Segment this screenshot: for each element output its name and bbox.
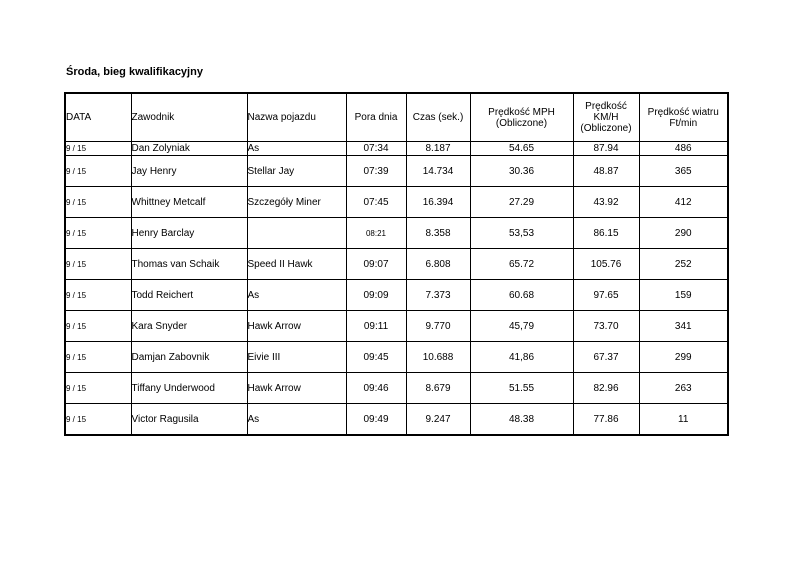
cell-wind: 263 xyxy=(639,373,728,404)
cell-mph: 48.38 xyxy=(470,404,573,436)
cell-time-of-day: 07:34 xyxy=(346,142,406,156)
cell-kmh: 67.37 xyxy=(573,342,639,373)
cell-date: 9 / 15 xyxy=(65,404,131,436)
table-row xyxy=(65,342,728,373)
cell-mph: 65.72 xyxy=(470,249,573,280)
column-header-wind: Prędkość wiatru Ft/min xyxy=(639,93,728,142)
cell-time: 9.770 xyxy=(406,311,470,342)
cell-vehicle: As xyxy=(247,280,346,311)
cell-time: 8.187 xyxy=(406,142,470,156)
cell-date: 9 / 15 xyxy=(65,280,131,311)
cell-mph: 54.65 xyxy=(470,142,573,156)
cell-vehicle: Stellar Jay xyxy=(247,156,346,187)
cell-wind: 486 xyxy=(639,142,728,156)
cell-vehicle: Hawk Arrow xyxy=(247,373,346,404)
cell-time-of-day: 09:46 xyxy=(346,373,406,404)
cell-vehicle: Hawk Arrow xyxy=(247,311,346,342)
cell-wind: 365 xyxy=(639,156,728,187)
cell-time-of-day: 09:07 xyxy=(346,249,406,280)
cell-time-of-day: 08:21 xyxy=(346,218,406,249)
column-header-vehicle: Nazwa pojazdu xyxy=(247,93,346,142)
cell-time-of-day: 09:49 xyxy=(346,404,406,436)
column-header-time-of-day: Pora dnia xyxy=(346,93,406,142)
cell-date: 9 / 15 xyxy=(65,373,131,404)
cell-time: 10.688 xyxy=(406,342,470,373)
cell-time: 6.808 xyxy=(406,249,470,280)
cell-kmh: 73.70 xyxy=(573,311,639,342)
cell-kmh: 105.76 xyxy=(573,249,639,280)
table-row xyxy=(65,404,728,436)
cell-mph: 60.68 xyxy=(470,280,573,311)
cell-rider: Whittney Metcalf xyxy=(131,187,247,218)
cell-rider: Damjan Zabovnik xyxy=(131,342,247,373)
cell-wind: 412 xyxy=(639,187,728,218)
cell-wind: 11 xyxy=(639,404,728,436)
cell-mph: 45,79 xyxy=(470,311,573,342)
cell-time: 14.734 xyxy=(406,156,470,187)
table-body xyxy=(65,142,728,436)
table-row xyxy=(65,187,728,218)
cell-time: 7.373 xyxy=(406,280,470,311)
cell-rider: Kara Snyder xyxy=(131,311,247,342)
cell-vehicle: As xyxy=(247,404,346,436)
column-header-date: DATA xyxy=(65,93,131,142)
cell-kmh: 48.87 xyxy=(573,156,639,187)
cell-date: 9 / 15 xyxy=(65,249,131,280)
column-header-mph: Prędkość MPH (Obliczone) xyxy=(470,93,573,142)
table-row xyxy=(65,373,728,404)
cell-kmh: 82.96 xyxy=(573,373,639,404)
cell-rider: Thomas van Schaik xyxy=(131,249,247,280)
cell-rider: Tiffany Underwood xyxy=(131,373,247,404)
table-row xyxy=(65,280,728,311)
cell-time-of-day: 07:39 xyxy=(346,156,406,187)
table-row xyxy=(65,249,728,280)
cell-time-of-day: 09:45 xyxy=(346,342,406,373)
column-header-kmh: Prędkość KM/H (Obliczone) xyxy=(573,93,639,142)
table-row xyxy=(65,156,728,187)
cell-rider: Henry Barclay xyxy=(131,218,247,249)
cell-time: 16.394 xyxy=(406,187,470,218)
cell-date: 9 / 15 xyxy=(65,218,131,249)
qualifying-results-table xyxy=(64,92,729,436)
table-header-row xyxy=(65,93,728,142)
cell-date: 9 / 15 xyxy=(65,142,131,156)
cell-rider: Todd Reichert xyxy=(131,280,247,311)
cell-time: 8.358 xyxy=(406,218,470,249)
cell-wind: 341 xyxy=(639,311,728,342)
cell-kmh: 86.15 xyxy=(573,218,639,249)
table-row xyxy=(65,142,728,156)
cell-date: 9 / 15 xyxy=(65,311,131,342)
cell-rider: Victor Ragusila xyxy=(131,404,247,436)
table-row xyxy=(65,218,728,249)
cell-vehicle: Speed II Hawk xyxy=(247,249,346,280)
cell-time: 9.247 xyxy=(406,404,470,436)
cell-vehicle: As xyxy=(247,142,346,156)
cell-date: 9 / 15 xyxy=(65,342,131,373)
cell-kmh: 87.94 xyxy=(573,142,639,156)
cell-wind: 252 xyxy=(639,249,728,280)
cell-vehicle: Eivie III xyxy=(247,342,346,373)
cell-date: 9 / 15 xyxy=(65,187,131,218)
cell-mph: 53,53 xyxy=(470,218,573,249)
cell-time-of-day: 09:11 xyxy=(346,311,406,342)
cell-date: 9 / 15 xyxy=(65,156,131,187)
cell-rider: Jay Henry xyxy=(131,156,247,187)
document-title: Środa, bieg kwalifikacyjny xyxy=(66,66,203,78)
cell-rider: Dan Zolyniak xyxy=(131,142,247,156)
cell-vehicle xyxy=(247,218,346,249)
column-header-time: Czas (sek.) xyxy=(406,93,470,142)
cell-mph: 41,86 xyxy=(470,342,573,373)
cell-wind: 290 xyxy=(639,218,728,249)
cell-mph: 30.36 xyxy=(470,156,573,187)
cell-wind: 159 xyxy=(639,280,728,311)
cell-vehicle: Szczegóły Miner xyxy=(247,187,346,218)
table-row xyxy=(65,311,728,342)
cell-time-of-day: 07:45 xyxy=(346,187,406,218)
cell-mph: 27.29 xyxy=(470,187,573,218)
cell-time: 8.679 xyxy=(406,373,470,404)
cell-kmh: 97.65 xyxy=(573,280,639,311)
cell-mph: 51.55 xyxy=(470,373,573,404)
column-header-rider: Zawodnik xyxy=(131,93,247,142)
cell-wind: 299 xyxy=(639,342,728,373)
cell-time-of-day: 09:09 xyxy=(346,280,406,311)
cell-kmh: 77.86 xyxy=(573,404,639,436)
cell-kmh: 43.92 xyxy=(573,187,639,218)
